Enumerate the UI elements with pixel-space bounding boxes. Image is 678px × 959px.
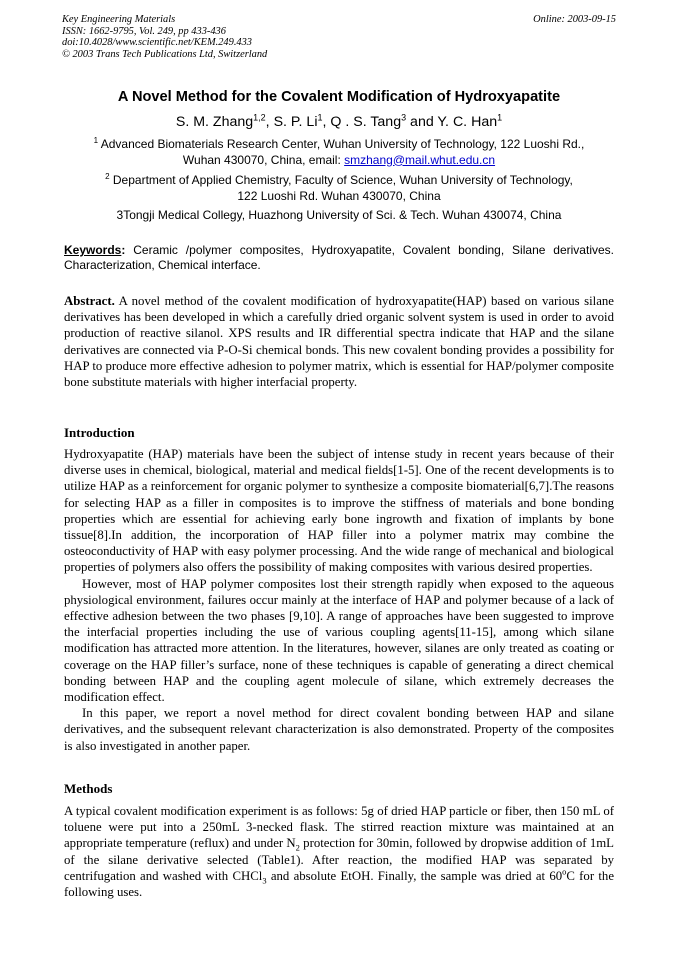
keywords-text: Ceramic /polymer composites, Hydroxyapatite, Covalent bonding, Silane derivatives. Characterization, Chemical interface. [64, 243, 614, 272]
paragraph-text: C for the following uses. [64, 868, 614, 900]
paragraph-text: A typical covalent modification experiment is as follows: 5g of dried HAP particle or fiber, then 150 mL of toluene were put into a 250mL 3-necked flask. The stirred reaction mixture was maintained at an appropriate temperature (reflux) and under N [64, 804, 614, 851]
superscript: o [562, 866, 567, 877]
subscript: 3 [262, 875, 267, 886]
journal-name: Key Engineering Materials [62, 14, 176, 25]
paragraph: In this paper, we report a novel method for direct covalent bonding between HAP and silane derivatives, and the subsequent relevant characterization is also demonstrated. Property of the composites is also investigated in another paper. [64, 706, 614, 753]
methods-heading: Methods [64, 781, 113, 796]
abstract-section [64, 293, 614, 390]
keywords-section [64, 243, 614, 272]
author-name: S. M. Zhang [175, 114, 254, 130]
affiliation-text: Advanced Biomaterials Research Center, Wuhan University of Technology, 122 Luoshi Rd., [98, 137, 585, 151]
abstract-label: Abstract. [64, 294, 115, 308]
paragraph: However, most of HAP polymer composites lost their strength rapidly when exposed to the aqueous physiological environment, failures occur mainly at the interface of HAP and polymer because of a lack of effective adhesion between the two phases [9,10]. A range of approaches have been suggested to improve the interfacial properties including the use of various coupling agents[11-15], among which silane modification has attracted more attention. In the literatures, however, silanes are only treated as coating or coverage on the HAP filler’s surface, none of these techniques is capable of generating a direct chemical bonding between HAP and the coupling agent molecule of silane, which extremely decreases the modification effect. [64, 576, 614, 705]
author-name: Q . S. Tang [330, 114, 402, 130]
paragraph-text: protection for 30min, followed by dropwise addition of 1mL of the silane derivative selected (Table1). After reaction, the modified HAP was separated by centrifugation and washed with CHCl [64, 836, 614, 883]
paragraph [64, 803, 614, 900]
author-name: Y. C. Han [437, 114, 498, 130]
keywords-label: Keywords [64, 243, 122, 257]
affiliation-2 [60, 173, 618, 204]
affiliation-text: Department of Applied Chemistry, Faculty of Science, Wuhan University of Technology, [109, 173, 573, 187]
paragraph: Hydroxyapatite (HAP) materials have been the subject of intense study in recent years because of their diverse uses in chemical, biological, material and medical fields[1-5]. One of the recent developments is to utilize HAP as a reinforcement for organic polymer to synthesize a composite biomaterial[6,7].The reasons for selecting HAP as a filler in composites is to improve the stiffness of materials and bone bonding properties which are essential for achieving early bone ingrowth and fixation of implants by bone tissue[8].In addition, the incorporation of HAP filler into a polymer matrix may combine the osteoconductivity of HAP with easy polymer processing. And the wide range of mechanical and biological properties of polymers also offers the possibility of making composites with various desired properties. [64, 447, 614, 575]
abstract-text: A novel method of the covalent modification of hydroxyapatite(HAP) based on various silane derivatives has been developed in which a carefully dried organic solvent system is used in order to avoid production of reactive silanol. XPS results and IR differential spectra indicate that HAP and the silane derivatives are connected via P-O-Si chemical bonds. This new covalent bonding provides a possibility for HAP to produce more effective adhesion to polymer matrix, which is essential for HAP/polymer composite bone substitute materials with higher interfacial property. [64, 294, 614, 390]
author-name: S. P. Li [273, 114, 318, 130]
subscript: 2 [295, 842, 300, 853]
author-separator: , [322, 114, 331, 130]
author-separator: and [406, 114, 438, 130]
journal-header [62, 14, 616, 60]
copyright-line: © 2003 Trans Tech Publications Ltd, Switzerland [62, 48, 268, 60]
email-link[interactable]: smzhang@mail.whut.edu.cn [344, 152, 496, 167]
author-affiliation: 3 [401, 112, 407, 123]
author-affiliation: 1 [317, 112, 323, 123]
author-affiliation: 1 [497, 112, 503, 123]
introduction-heading: Introduction [64, 425, 135, 440]
paragraph-text: and absolute EtOH. Finally, the sample was dried at 60 [266, 868, 563, 883]
affiliation-text: Wuhan 430070, China, email: [182, 152, 345, 167]
online-date: Online: 2003-09-15 [533, 14, 616, 25]
affiliation-number: 2 [105, 172, 110, 181]
affiliation-number: 1 [93, 136, 99, 145]
author-list [0, 114, 678, 130]
affiliation-1 [60, 137, 618, 168]
affiliation-3: 3Tongji Medical Collegy, Huazhong University of Sci. & Tech. Wuhan 430074, China [116, 208, 562, 222]
issn-line: ISSN: 1662-9795, Vol. 249, pp 433-436 [62, 25, 226, 37]
author-affiliation: 1,2 [253, 112, 266, 123]
methods-body [64, 803, 614, 900]
keywords-colon: : [121, 243, 126, 257]
affiliation-text: 122 Luoshi Rd. Wuhan 430070, China [237, 188, 441, 203]
introduction-body [64, 446, 614, 754]
paper-title: A Novel Method for the Covalent Modification of Hydroxyapatite [117, 89, 561, 105]
author-separator: , [265, 114, 274, 130]
doi-line: doi:10.4028/www.scientific.net/KEM.249.433 [62, 37, 252, 49]
